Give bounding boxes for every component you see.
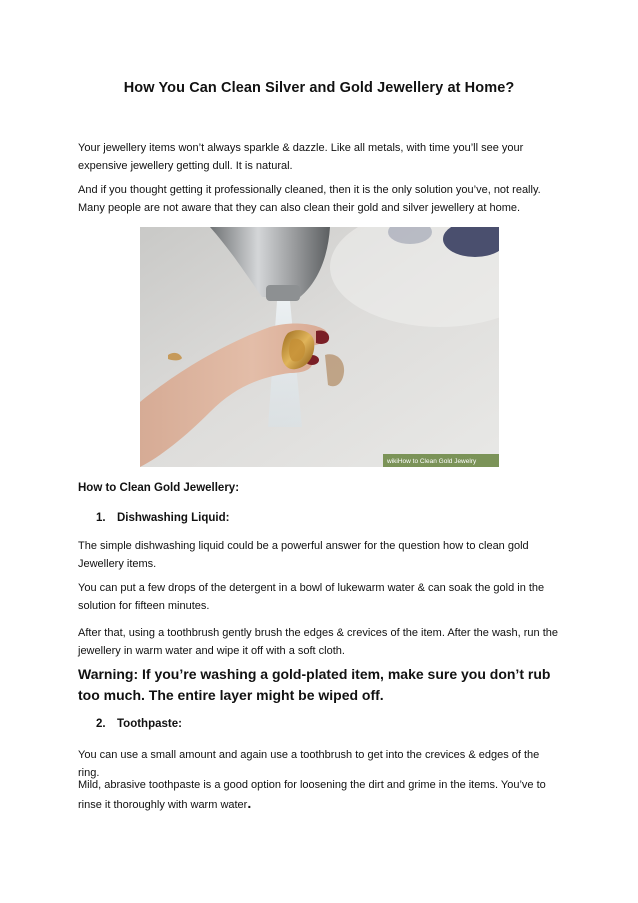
method-1-number: 1. (96, 512, 106, 524)
warning-note: Warning: If you’re washing a gold-plated item, make sure you don’t rub too much. The entire layer might be wiped off. (78, 666, 551, 703)
hand-washing-ring-photo (140, 227, 499, 467)
method-2-number: 2. (96, 718, 106, 730)
page-title: How You Can Clean Silver and Gold Jewellery at Home? (123, 80, 515, 96)
intro-paragraph-1: Your jewellery items won’t always sparkle & dazzle. Like all metals, with time you’ll see your expensive jewellery getting dull. It is natural. (78, 142, 524, 172)
method-1-title: Dishwashing Liquid: (117, 512, 230, 524)
method-1-paragraph-3: After that, using a toothbrush gently brush the edges & crevices of the item. After the wash, run the jewellery in warm water and wipe it off with a soft cloth. (78, 627, 558, 657)
photo-watermark: wikiHow to Clean Gold Jewelry (387, 458, 477, 465)
method-2-final-period: . (247, 795, 252, 811)
method-2-paragraph-2 (78, 776, 563, 814)
intro-paragraph-2: And if you thought getting it professionally cleaned, then it is the only solution you’ve, not really. Many people are not aware that they can also clean their gold and silver jewellery at home. (78, 184, 541, 214)
method-2-paragraph-1: You can use a small amount and again use a toothbrush to get into the crevices & edges of the ring. (78, 749, 540, 779)
method-2-paragraph-2-text: Mild, abrasive toothpaste is a good option for loosening the dirt and grime in the items. You’ve to rinse it thoroughly with warm water (78, 779, 546, 811)
method-1-paragraph-1: The simple dishwashing liquid could be a powerful answer for the question how to clean gold Jewellery items. (78, 540, 529, 570)
method-1-heading (96, 512, 229, 524)
method-1-paragraph-2: You can put a few drops of the detergent in a bowl of lukewarm water & can soak the gold in the solution for fifteen minutes. (78, 582, 545, 612)
method-2-title: Toothpaste: (117, 718, 182, 730)
section-heading-gold: How to Clean Gold Jewellery: (78, 482, 240, 494)
method-2-heading (96, 718, 182, 730)
